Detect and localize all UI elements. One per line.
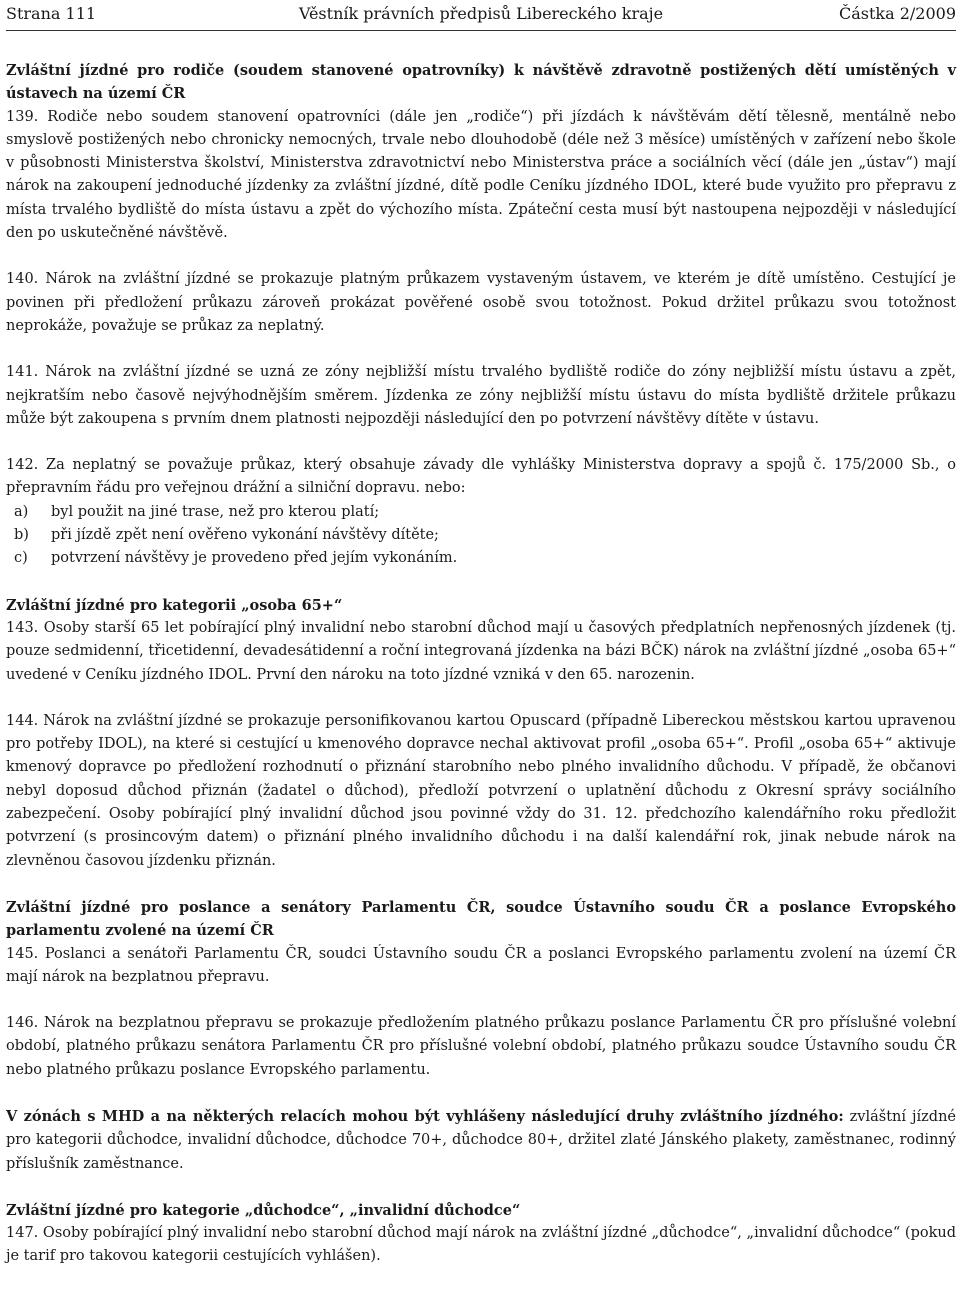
section-pensioners [6, 1199, 956, 1269]
mhd-paragraph [6, 1105, 956, 1176]
section-parliament [6, 896, 956, 1082]
list-item-text: potvrzení návštěvy je provedeno před jejím vykonáním. [51, 550, 458, 567]
section-title: Zvláštní jízdné pro kategorie „důchodce“, „invalidní důchodce“ [6, 1201, 521, 1219]
section-senior-65 [6, 594, 956, 873]
mhd-lead: V zónách s MHD a na některých relacích mohou být vyhlášeny následující druhy zvláštního jízdného: [6, 1107, 844, 1125]
paragraph-139: 139. Rodiče nebo soudem stanovení opatrovníci (dále jen „rodiče“) při jízdách k návštěvám dětí tělesně, mentálně nebo smyslově postižených nebo chronicky nemocných, trvale nebo dlouhodobě (déle než 3 měsíce) umístěných v zařízení nebo škole v působnosti Ministerstva školství, Ministerstva zdravotnictví nebo Ministerstva práce a sociálních věcí (dále jen „ústav“) mají nárok na zakoupení jednoduché jízdenky za zvláštní jízdné, dítě podle Ceníku jízdného IDOL, které bude využito pro přepravu z místa trvalého bydliště do místa ústavu a zpět do výchozího místa. Zpáteční cesta musí být nastoupena nejpozději v následující den po uskutečněné návštěvě. [6, 108, 956, 242]
section-parents [6, 59, 956, 571]
journal-title: Věstník právních předpisů Libereckého kraje [298, 4, 664, 23]
document-page [6, 0, 956, 1269]
paragraph-147: 147. Osoby pobírající plný invalidní nebo starobní důchod mají nárok na zvláštní jízdné „důchodce“, „invalidní důchodce“ (pokud je tarif pro takovou kategorii cestujících vyhlášen). [6, 1225, 956, 1265]
list-item [6, 501, 956, 524]
paragraph-144: 144. Nárok na zvláštní jízdné se prokazuje personifikovanou kartou Opuscard (případně Libereckou městskou kartou upravenou pro potřeby IDOL), na které si cestující u kmenového dopravce nechal aktivovat profil „osoba 65+“. Profil „osoba 65+“ aktivuje kmenový dopravce po předložení rozhodnutí o přiznání starobního nebo plného invalidního důchodu. V případě, že občanovi nebyl doposud důchod přiznán (žadatel o důchod), předloží potvrzení o uplatnění důchodu z Okresní správy sociálního zabezpečení. Osoby pobírající plný invalidní důchod jsou povinné vždy do 31. 12. předchozího kalendářního roku předložit potvrzení (s prosincovým datem) o přiznání plného invalidního důchodu i na další kalendářní rok, jinak nebude nárok na zlevněnou časovou jízdenku přiznán. [6, 712, 956, 869]
header-rule [6, 30, 956, 31]
list-marker: c) [14, 550, 28, 567]
list-marker: a) [14, 503, 29, 520]
paragraph-143: 143. Osoby starší 65 let pobírající plný invalidní nebo starobní důchod mají u časových předplatních nepřenosných jízdenek (tj. pouze sedmidenní, třicetidenní, devadesátidenní a roční integrovaná jízdenka na bázi BČK) nárok na zvláštní jízdné „osoba 65+“ uvedené v Ceníku jízdného IDOL. První den nároku na toto jízdné vzniká v den 65. narozenin. [6, 619, 956, 683]
mhd-text: zvláštní jízdné pro kategorii důchodce, invalidní důchodce, důchodce 70+, důchodce 80+, držitel zlaté Jánského plakety, zaměstnanec, rodinný příslušník zaměstnance. [6, 1108, 956, 1172]
paragraph-145: 145. Poslanci a senátoři Parlamentu ČR, soudci Ústavního soudu ČR a poslanci Evropského parlamentu zvolení na území ČR mají nárok na bezplatnou přepravu. [6, 945, 956, 985]
paragraph-141: 141. Nárok na zvláštní jízdné se uzná ze zóny nejbližší místu trvalého bydliště rodiče do zóny nejbližší místu ústavu a zpět, nejkratším nebo časově nejvýhodnějším směrem. Jízdenka ze zóny nejbližší místu ústavu do místa bydliště držitele průkazu může být zakoupena s prvním dnem platnosti nejpozději následující den po potvrzení návštěvy dítěte v ústavu. [6, 364, 956, 427]
list-item [6, 547, 956, 570]
paragraph-142: 142. Za neplatný se považuje průkaz, který obsahuje závady dle vyhlášky Ministerstva dopravy a spojů č. 175/2000 Sb., o přepravním řádu pro veřejnou drážní a silniční dopravu. nebo: [6, 457, 956, 497]
list-item-text: při jízdě zpět není ověřeno vykonání návštěvy dítěte; [51, 527, 439, 544]
list-item-text: byl použit na jiné trase, než pro kterou platí; [51, 503, 380, 520]
paragraph-140: 140. Nárok na zvláštní jízdné se prokazuje platným průkazem vystaveným ústavem, ve kterém je dítě umístěno. Cestující je povinen při předložení průkazu zároveň prokázat pověřené osobě svou totožnost. Pokud držitel průkazu svou totožnost neprokáže, považuje se průkaz za neplatný. [6, 271, 956, 334]
section-title: Zvláštní jízdné pro poslance a senátory Parlamentu ČR, soudce Ústavního soudu ČR a poslance Evropského parlamentu zvolené na území ČR [6, 898, 956, 940]
list-marker: b) [14, 527, 29, 544]
list-item [6, 524, 956, 547]
paragraph-146: 146. Nárok na bezplatnou přepravu se prokazuje předložením platného průkazu poslance Parlamentu ČR pro příslušné volební období, platného průkazu senátora Parlamentu ČR pro příslušné volební období, platného průkazu soudce Ústavního soudu ČR nebo platného průkazu poslance Evropského parlamentu. [6, 1015, 956, 1078]
invalid-card-list [6, 501, 956, 571]
page-number: Strana 111 [6, 4, 97, 23]
section-title: Zvláštní jízdné pro kategorii „osoba 65+“ [6, 596, 343, 614]
document-body [6, 59, 956, 1269]
page-header [6, 3, 956, 33]
issue-number: Částka 2/2009 [838, 4, 956, 23]
section-title: Zvláštní jízdné pro rodiče (soudem stanovené opatrovníky) k návštěvě zdravotně postižených dětí umístěných v ústavech na území ČR [6, 62, 956, 103]
